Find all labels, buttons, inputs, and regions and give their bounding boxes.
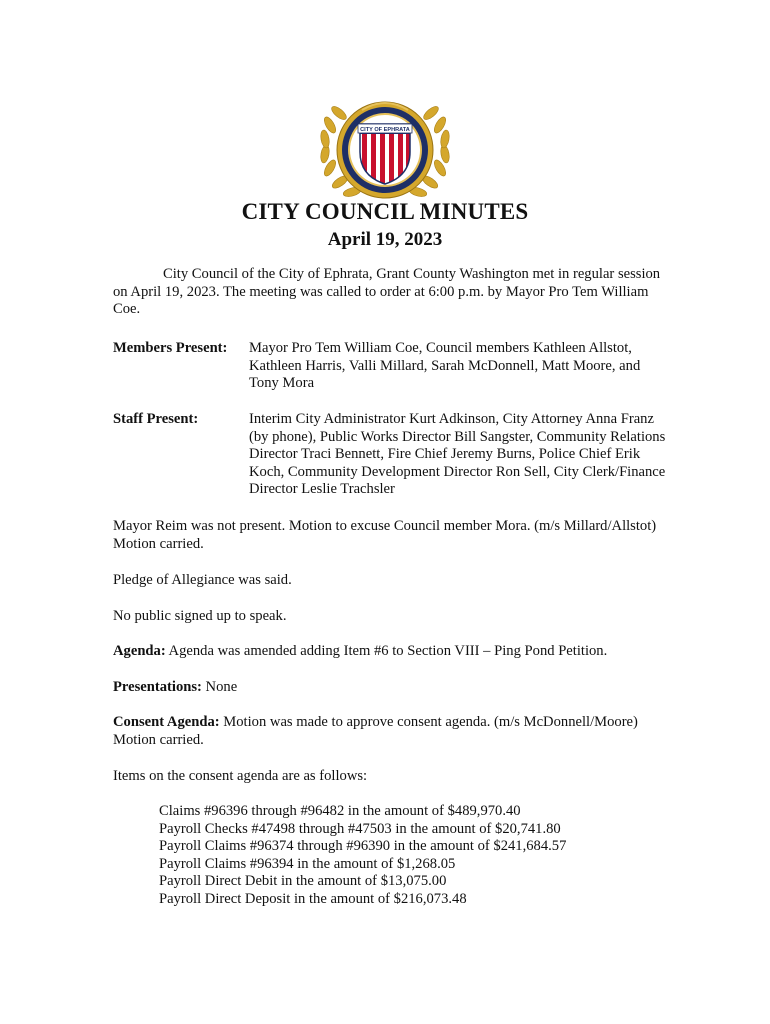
- agenda-paragraph: [113, 643, 673, 661]
- pledge-paragraph: Pledge of Allegiance was said.: [113, 572, 292, 588]
- list-item: Claims #96396 through #96482 in the amount of $489,970.40: [159, 803, 521, 819]
- presentations-paragraph: [113, 679, 673, 697]
- seal-banner-text: CITY OF EPHRATA: [360, 127, 410, 133]
- list-item: Payroll Claims #96374 through #96390 in the amount of $241,684.57: [159, 838, 567, 855]
- agenda-text: Agenda was amended adding Item #6 to Section VIII – Ping Pond Petition.: [165, 643, 608, 659]
- presentations-label: Presentations:: [113, 679, 202, 695]
- mayor-absent-paragraph: Mayor Reim was not present. Motion to excuse Council member Mora. (m/s Millard/Allstot) Motion carried.: [113, 518, 657, 552]
- agenda-label: Agenda:: [113, 643, 166, 659]
- presentations-text: None: [201, 679, 238, 695]
- consent-items-intro: Items on the consent agenda are as follows:: [113, 768, 368, 784]
- document-title: CITY COUNCIL MINUTES: [241, 199, 529, 224]
- consent-agenda-text: Motion was made to approve consent agenda. (m/s McDonnell/Moore) Motion carried.: [113, 714, 638, 748]
- list-item: Payroll Checks #47498 through #47503 in the amount of $20,741.80: [159, 820, 561, 837]
- staff-present-text: Interim City Administrator Kurt Adkinson, City Attorney Anna Franz (by phone), Public Works Director Bill Sangster, Community Relations Director Traci Bennett, Fire Chief Jeremy Burns, Police Chief Erik Koch, Community Development Director Ron Sell, City Clerk/Finance Director Leslie Trachsler: [249, 411, 666, 498]
- staff-present-label: Staff Present:: [113, 411, 199, 427]
- list-item: Payroll Claims #96394 in the amount of $1,268.05: [159, 855, 456, 872]
- seal-graphic: [310, 90, 460, 210]
- document-date: April 19, 2023: [327, 229, 443, 250]
- members-present-text: Mayor Pro Tem William Coe, Council members Kathleen Allstot, Kathleen Harris, Valli Millard, Sarah McDonnell, Matt Moore, and Tony Mora: [249, 340, 641, 392]
- intro-paragraph: City Council of the City of Ephrata, Grant County Washington met in regular session on April 19, 2023. The meeting was called to order at 6:00 p.m. by Mayor Pro Tem William Coe.: [113, 266, 661, 318]
- city-seal-logo: [310, 90, 460, 210]
- consent-items-list: [159, 803, 639, 909]
- public-comment-paragraph: No public signed up to speak.: [113, 608, 287, 624]
- consent-agenda-paragraph: [113, 714, 673, 749]
- list-item: Payroll Direct Deposit in the amount of $216,073.48: [159, 890, 467, 907]
- list-item: Payroll Direct Debit in the amount of $13,075.00: [159, 873, 447, 890]
- consent-agenda-label: Consent Agenda:: [113, 714, 220, 730]
- members-present-label: Members Present:: [113, 340, 228, 356]
